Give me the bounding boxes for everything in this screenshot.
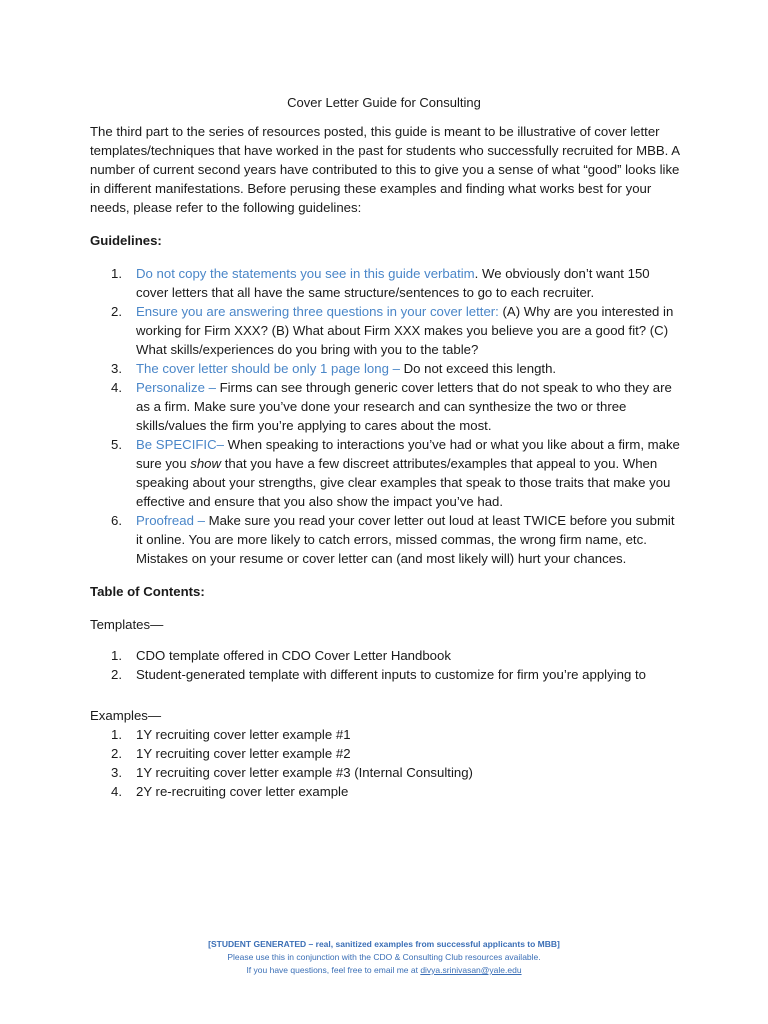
example-text: 1Y recruiting cover letter example #3 (Internal Consulting) bbox=[136, 765, 473, 780]
guidelines-list bbox=[90, 264, 680, 568]
guideline-item bbox=[90, 359, 680, 378]
guideline-text-continued: that you have a few discreet attributes/examples that appeal to you. When speaking about your strengths, give clear examples that speak to those traits that make you effective and ensure that you also show the impact you’ve had. bbox=[136, 456, 671, 509]
guideline-lead: Proofread – bbox=[136, 513, 205, 528]
footer-contact-line bbox=[0, 964, 768, 977]
template-item bbox=[90, 665, 680, 684]
footer-email-link[interactable]: divya.srinivasan@yale.edu bbox=[420, 965, 522, 975]
intro-paragraph: The third part to the series of resources posted, this guide is meant to be illustrative of cover letter templates/techniques that have worked in the past for students who successfully recruited for MBB. A number of current second years have contributed to this to give you a sense of what “good” looks like in different manifestations. Before perusing these examples and finding what works best for your needs, please refer to the following guidelines: bbox=[90, 124, 680, 215]
example-number: 4. bbox=[111, 784, 122, 799]
example-number: 3. bbox=[111, 765, 122, 780]
guideline-text: When speaking to interactions you’ve had or what you like about a firm, make sure you bbox=[136, 437, 680, 471]
example-number: 1. bbox=[111, 727, 122, 742]
guideline-item bbox=[90, 435, 680, 511]
example-text: 1Y recruiting cover letter example #2 bbox=[136, 746, 351, 761]
template-number: 1. bbox=[111, 648, 122, 663]
footer-disclaimer: [STUDENT GENERATED – real, sanitized examples from successful applicants to MBB] bbox=[208, 939, 560, 949]
example-item bbox=[90, 744, 680, 763]
guideline-text: (A) Why are you interested in working for Firm XXX? (B) What about Firm XXX makes you believe you are a good fit? (C) What skills/experiences do you bring with you to the table? bbox=[136, 304, 674, 357]
guidelines-heading: Guidelines: bbox=[90, 233, 162, 248]
example-text: 2Y re-recruiting cover letter example bbox=[136, 784, 349, 799]
templates-heading: Templates— bbox=[90, 617, 164, 632]
examples-heading: Examples— bbox=[90, 708, 162, 723]
template-item bbox=[90, 646, 680, 665]
guideline-text: Make sure you read your cover letter out loud at least TWICE before you submit it online. You are more likely to catch errors, missed commas, the wrong firm name, etc. Mistakes on your resume or cover letter can (and most likely will) hurt your chances. bbox=[136, 513, 675, 566]
document-body bbox=[90, 122, 680, 801]
footer-usage-note: Please use this in conjunction with the CDO & Consulting Club resources available. bbox=[227, 952, 541, 962]
guideline-lead: Personalize – bbox=[136, 380, 216, 395]
document-title: Cover Letter Guide for Consulting bbox=[287, 95, 481, 110]
guideline-lead: The cover letter should be only 1 page long – bbox=[136, 361, 400, 376]
guideline-text: Do not exceed this length. bbox=[399, 361, 557, 376]
guideline-lead: Do not copy the statements you see in this guide verbatim bbox=[136, 266, 475, 281]
page-footer bbox=[0, 938, 768, 977]
footer-contact-text: If you have questions, feel free to email me at bbox=[246, 965, 421, 975]
templates-list bbox=[90, 646, 680, 684]
example-item bbox=[90, 763, 680, 782]
guideline-item bbox=[90, 378, 680, 435]
template-text: CDO template offered in CDO Cover Letter Handbook bbox=[136, 648, 451, 663]
guideline-number: 3. bbox=[111, 361, 122, 376]
guideline-number: 4. bbox=[111, 380, 122, 395]
example-number: 2. bbox=[111, 746, 122, 761]
guideline-item bbox=[90, 302, 680, 359]
template-text: Student-generated template with different inputs to customize for firm you’re applying to bbox=[136, 667, 646, 682]
guideline-emphasis: show bbox=[190, 456, 222, 471]
guideline-lead: Be SPECIFIC– bbox=[136, 437, 224, 452]
guideline-number: 5. bbox=[111, 437, 122, 452]
guideline-item bbox=[90, 264, 680, 302]
guideline-text: Firms can see through generic cover letters that do not speak to who they are as a firm. Make sure you’ve done your research and can synthesize the two or three skills/values the firm you’re applying to cares about the most. bbox=[136, 380, 672, 433]
guideline-lead: Ensure you are answering three questions in your cover letter: bbox=[136, 304, 499, 319]
guideline-number: 1. bbox=[111, 266, 122, 281]
guideline-number: 2. bbox=[111, 304, 122, 319]
toc-heading: Table of Contents: bbox=[90, 584, 205, 599]
example-item bbox=[90, 782, 680, 801]
example-text: 1Y recruiting cover letter example #1 bbox=[136, 727, 351, 742]
guideline-text: . We obviously don’t want 150 cover letters that all have the same structure/sentences to go to each recruiter. bbox=[136, 266, 650, 300]
examples-list bbox=[90, 725, 680, 801]
guideline-item bbox=[90, 511, 680, 568]
template-number: 2. bbox=[111, 667, 122, 682]
example-item bbox=[90, 725, 680, 744]
guideline-number: 6. bbox=[111, 513, 122, 528]
